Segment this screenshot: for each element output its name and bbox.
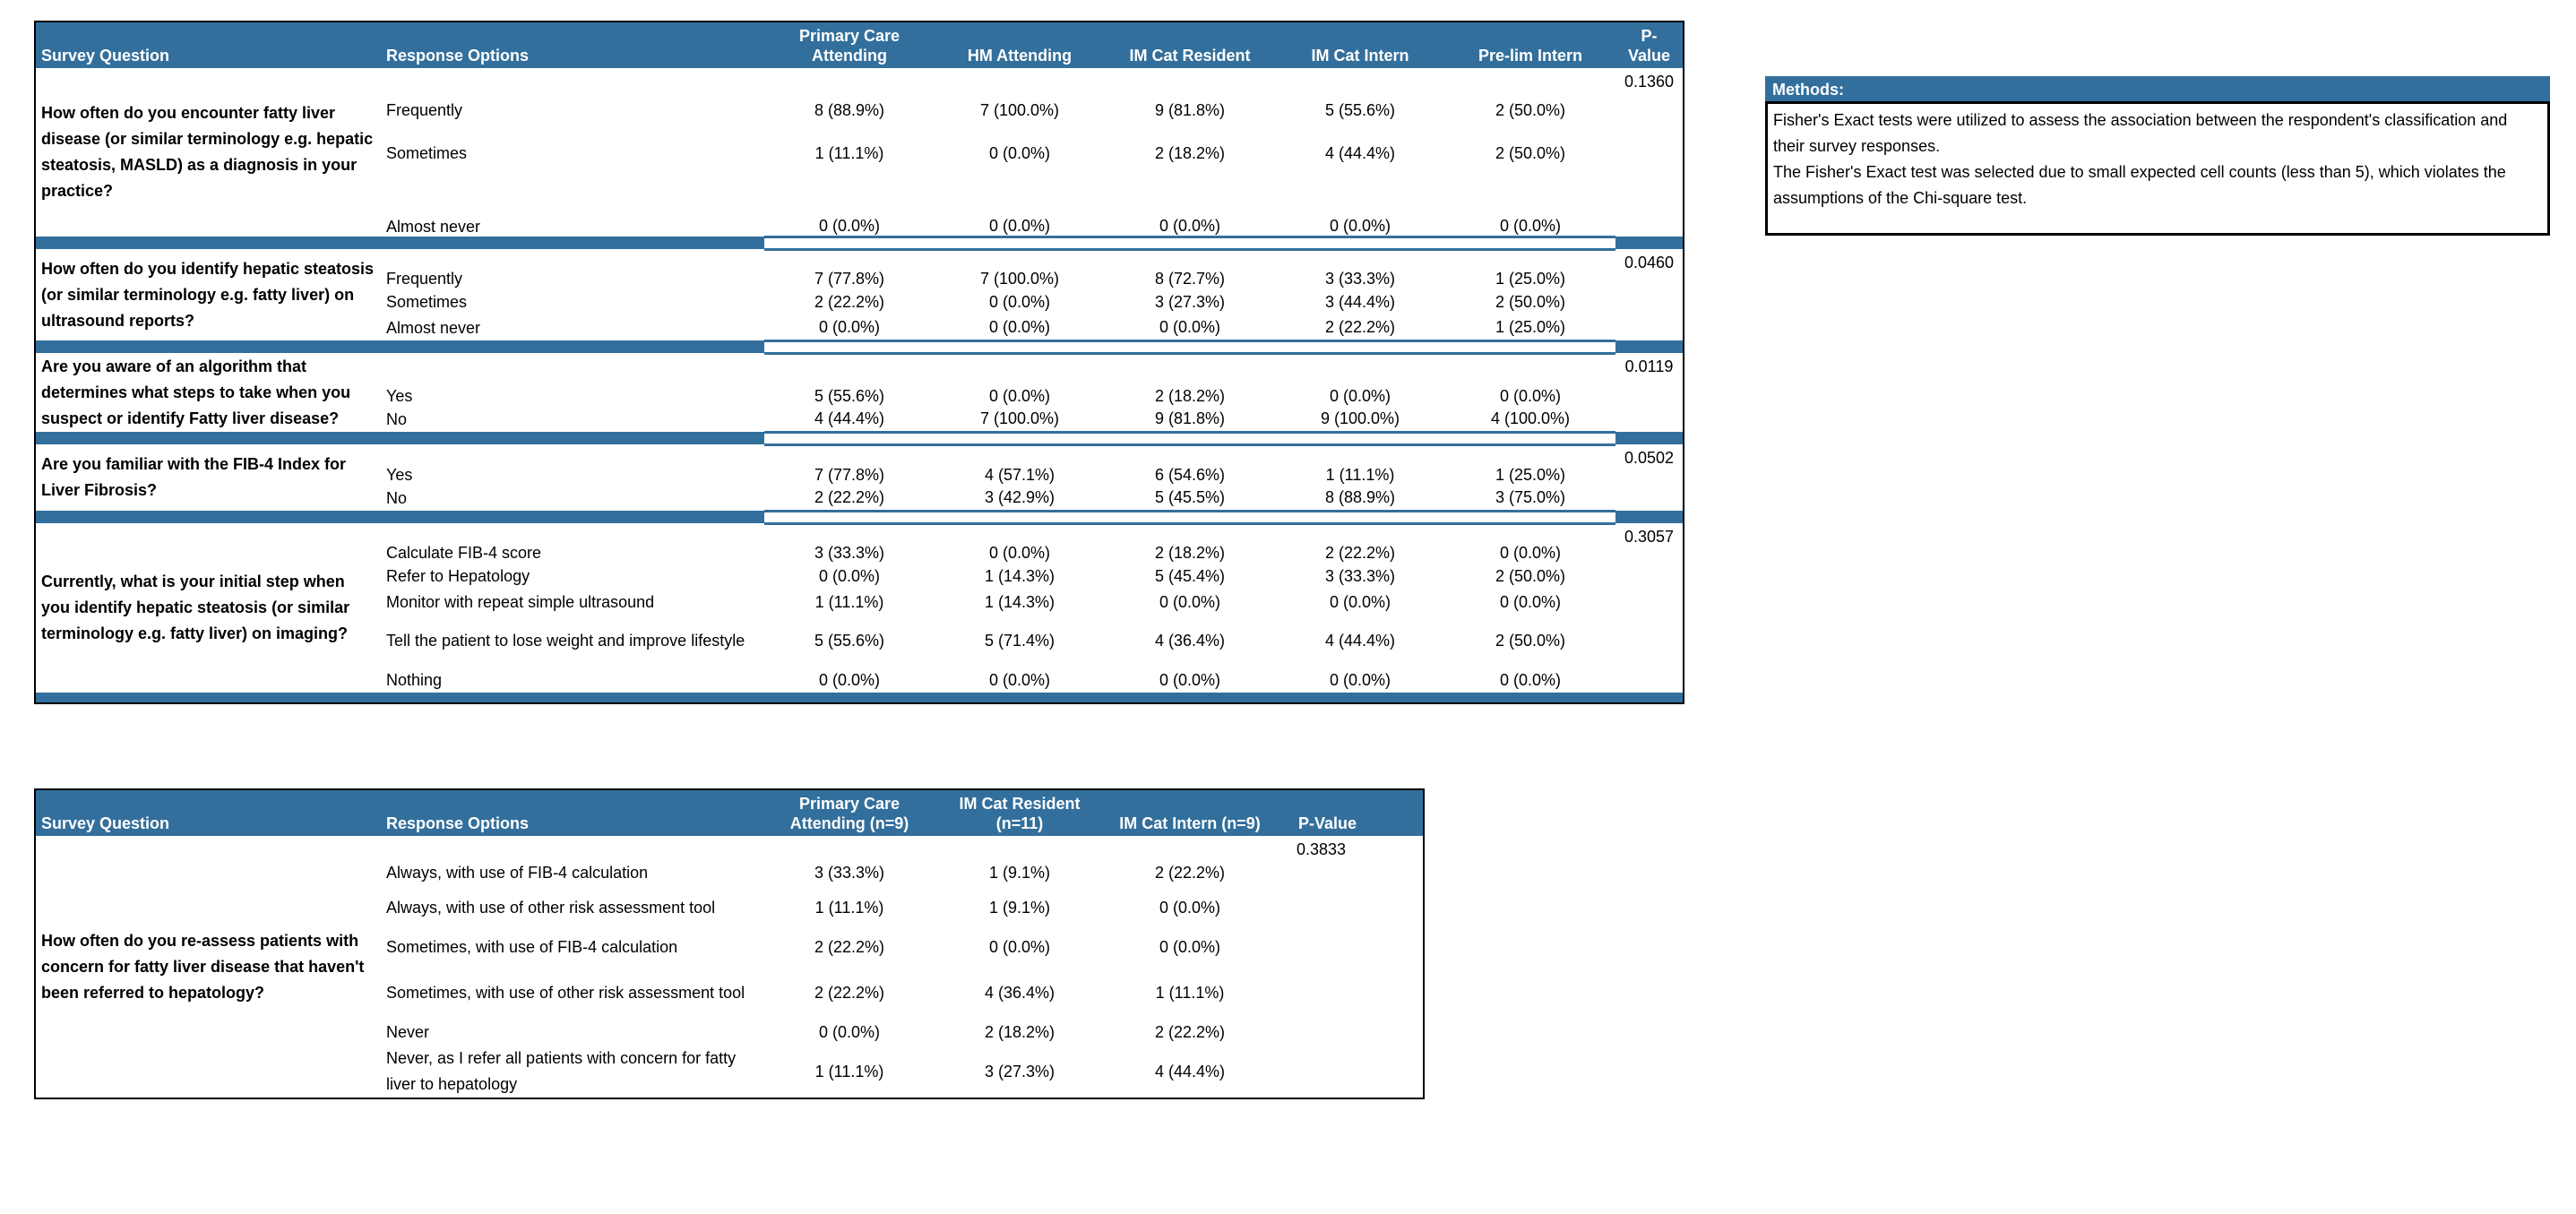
cell-value: 3 (33.3%) — [1324, 270, 1396, 288]
cell-value: 1 (14.3%) — [984, 566, 1055, 585]
survey-question: How often do you identify hepatic steatosis (or similar terminology e.g. fatty liver) on ultrasound reports? — [41, 259, 375, 330]
response-option: Always, with use of other risk assessment tool — [386, 899, 716, 917]
cell-value: 4 (100.0%) — [1490, 409, 1571, 427]
cell-value: 4 (44.4%) — [814, 409, 885, 427]
cell-value: 8 (72.7%) — [1154, 270, 1226, 288]
reassessment-table — [34, 788, 1425, 1099]
cell-value: 9 (100.0%) — [1320, 409, 1400, 427]
cell-value: 0 (0.0%) — [988, 938, 1051, 956]
cell-value: 0 (0.0%) — [988, 317, 1051, 336]
table-row — [35, 353, 1684, 406]
survey-question: Are you aware of an algorithm that determines what steps to take when you suspect or identify Fatty liver disease? — [41, 357, 351, 427]
cell-value: 0 (0.0%) — [988, 292, 1051, 311]
section-divider — [35, 237, 1684, 249]
cell-value: 2 (50.0%) — [1495, 632, 1566, 650]
survey-results-table — [34, 21, 1684, 704]
table-row — [35, 68, 1684, 120]
cell-value: 5 (55.6%) — [1324, 101, 1396, 119]
p-value: 0.1360 — [1624, 73, 1675, 90]
response-option: Sometimes, with use of other risk assessment tool — [386, 983, 745, 1002]
header-im-cat-resident — [935, 789, 1105, 836]
header-p-value: P-Value — [1615, 22, 1684, 68]
methods-title: Methods: — [1765, 76, 2550, 101]
cell-value: 0 (0.0%) — [1329, 592, 1391, 611]
cell-value: 7 (100.0%) — [979, 409, 1060, 427]
cell-value: 1 (11.1%) — [1325, 466, 1395, 484]
response-option: Always, with use of FIB-4 calculation — [386, 864, 649, 882]
cell-value: 7 (77.8%) — [814, 270, 885, 288]
cell-value: 5 (55.6%) — [814, 632, 885, 650]
table-row — [35, 249, 1684, 288]
header-im-cat-resident: IM Cat Resident — [1105, 22, 1275, 68]
header-pca-line1: Primary Care — [798, 27, 900, 45]
cell-value: 2 (50.0%) — [1495, 144, 1566, 162]
header-pca-line2: Attending (n=9) — [789, 814, 909, 832]
cell-value: 2 (22.2%) — [814, 292, 885, 311]
cell-value: 0 (0.0%) — [1499, 544, 1562, 562]
cell-value: 1 (14.3%) — [984, 592, 1055, 611]
response-option: Sometimes, with use of FIB-4 calculation — [386, 938, 678, 956]
response-option: Yes — [386, 387, 413, 405]
cell-value: 0 (0.0%) — [988, 544, 1051, 562]
cell-value: 2 (22.2%) — [1154, 864, 1226, 882]
cell-value: 2 (18.2%) — [984, 1023, 1055, 1041]
header-survey-question: Survey Question — [35, 789, 381, 836]
cell-value: 1 (25.0%) — [1495, 317, 1566, 336]
section-divider — [35, 693, 1684, 703]
table-header-row — [35, 22, 1684, 68]
survey-question: How often do you re-assess patients with concern for fatty liver disease that haven't been referred to hepatology? — [41, 931, 365, 1002]
cell-value: 0 (0.0%) — [988, 387, 1051, 405]
cell-value: 2 (22.2%) — [1324, 317, 1396, 336]
cell-value: 8 (88.9%) — [1324, 487, 1396, 506]
response-option: Monitor with repeat simple ultrasound — [386, 592, 655, 611]
cell-value: 0 (0.0%) — [988, 670, 1051, 689]
cell-value: 1 (11.1%) — [1155, 984, 1225, 1002]
cell-value: 0 (0.0%) — [818, 1023, 881, 1041]
cell-value: 8 (88.9%) — [814, 101, 885, 119]
methods-body — [1765, 101, 2550, 236]
cell-value: 5 (45.5%) — [1154, 487, 1226, 506]
cell-value: 0 (0.0%) — [818, 566, 881, 585]
header-im-cat-intern: IM Cat Intern (n=9) — [1105, 789, 1275, 836]
cell-value: 9 (81.8%) — [1154, 409, 1226, 427]
cell-value: 0 (0.0%) — [1159, 216, 1221, 235]
cell-value: 0 (0.0%) — [818, 317, 881, 336]
cell-value: 0 (0.0%) — [818, 216, 881, 235]
p-value: 0.0460 — [1624, 254, 1675, 271]
cell-value: 0 (0.0%) — [1159, 592, 1221, 611]
response-option: Frequently — [386, 101, 463, 119]
cell-value: 6 (54.6%) — [1154, 466, 1226, 484]
cell-value: 1 (11.1%) — [814, 899, 884, 917]
cell-value: 4 (36.4%) — [1154, 632, 1226, 650]
response-option: Sometimes — [386, 292, 468, 311]
cell-value: 1 (11.1%) — [814, 1063, 884, 1081]
table-row — [35, 444, 1684, 485]
cell-value: 0 (0.0%) — [1159, 899, 1221, 917]
header-im-cat-intern: IM Cat Intern — [1275, 22, 1445, 68]
cell-value: 5 (45.4%) — [1154, 566, 1226, 585]
section-divider — [35, 511, 1684, 523]
p-value: 0.3833 — [1297, 840, 1347, 858]
cell-value: 7 (100.0%) — [979, 101, 1060, 119]
cell-value: 3 (27.3%) — [984, 1063, 1055, 1081]
cell-value: 4 (57.1%) — [984, 466, 1055, 484]
cell-value: 2 (22.2%) — [814, 487, 885, 506]
cell-value: 0 (0.0%) — [1159, 670, 1221, 689]
cell-value: 3 (44.4%) — [1324, 292, 1396, 311]
cell-value: 2 (18.2%) — [1154, 544, 1226, 562]
cell-value: 4 (44.4%) — [1324, 632, 1396, 650]
cell-value: 0 (0.0%) — [1159, 317, 1221, 336]
response-option: Yes — [386, 466, 413, 484]
cell-value: 2 (18.2%) — [1154, 387, 1226, 405]
cell-value: 1 (9.1%) — [988, 899, 1051, 917]
cell-value: 9 (81.8%) — [1154, 101, 1226, 119]
cell-value: 4 (44.4%) — [1324, 144, 1396, 162]
response-option: Never — [386, 1023, 430, 1041]
cell-value: 0 (0.0%) — [988, 144, 1051, 162]
section-divider — [35, 340, 1684, 353]
header-primary-care-attending — [764, 22, 935, 68]
cell-value: 0 (0.0%) — [1159, 938, 1221, 956]
cell-value: 7 (100.0%) — [979, 270, 1060, 288]
response-option: Almost never — [386, 318, 481, 337]
cell-value: 4 (36.4%) — [984, 984, 1055, 1002]
header-prelim-intern: Pre-lim Intern — [1445, 22, 1615, 68]
cell-value: 0 (0.0%) — [988, 216, 1051, 235]
cell-value: 3 (75.0%) — [1495, 487, 1566, 506]
response-option: Nothing — [386, 670, 443, 689]
cell-value: 1 (11.1%) — [814, 144, 884, 162]
cell-value: 1 (25.0%) — [1495, 270, 1566, 288]
cell-value: 3 (42.9%) — [984, 487, 1055, 506]
response-option: Sometimes — [386, 144, 468, 162]
header-pca-line1: Primary Care — [798, 795, 900, 813]
cell-value: 1 (25.0%) — [1495, 466, 1566, 484]
cell-value: 3 (33.3%) — [814, 544, 885, 562]
section-divider — [35, 432, 1684, 444]
cell-value: 3 (27.3%) — [1154, 292, 1226, 311]
header-primary-care-attending — [764, 789, 935, 836]
cell-value: 2 (22.2%) — [1154, 1023, 1226, 1041]
cell-value: 0 (0.0%) — [818, 670, 881, 689]
cell-value: 0 (0.0%) — [1499, 216, 1562, 235]
cell-value: 0 (0.0%) — [1329, 670, 1391, 689]
response-option: No — [386, 488, 408, 507]
header-p-value: P-Value — [1275, 789, 1424, 836]
table-row — [35, 836, 1424, 888]
header-pca-line2: Attending — [812, 47, 887, 65]
cell-value: 3 (33.3%) — [814, 864, 885, 882]
response-option: Never, as I refer all patients with concern for fatty liver to hepatology — [386, 1049, 737, 1093]
response-option: Calculate FIB-4 score — [386, 544, 542, 562]
response-option: No — [386, 409, 408, 428]
cell-value: 5 (55.6%) — [814, 387, 885, 405]
cell-value: 2 (50.0%) — [1495, 566, 1566, 585]
cell-value: 0 (0.0%) — [1499, 387, 1562, 405]
response-option: Refer to Hepatology — [386, 566, 530, 585]
header-hm-attending: HM Attending — [935, 22, 1105, 68]
response-option: Frequently — [386, 270, 463, 288]
cell-value: 0 (0.0%) — [1499, 592, 1562, 611]
cell-value: 1 (11.1%) — [814, 592, 884, 611]
response-option: Almost never — [386, 218, 481, 236]
cell-value: 7 (77.8%) — [814, 466, 885, 484]
p-value: 0.3057 — [1624, 528, 1675, 546]
response-option: Tell the patient to lose weight and improve lifestyle — [386, 631, 745, 650]
cell-value: 2 (22.2%) — [814, 938, 885, 956]
table-row — [35, 523, 1684, 563]
header-imr-line1: IM Cat Resident — [959, 795, 1081, 813]
cell-value: 0 (0.0%) — [1499, 670, 1562, 689]
methods-line-2: The Fisher's Exact test was selected due to small expected cell counts (less than 5), which violates the assumptions of the Chi-square test. — [1773, 163, 2506, 207]
header-survey-question: Survey Question — [35, 22, 381, 68]
cell-value: 2 (50.0%) — [1495, 292, 1566, 311]
methods-line-1: Fisher's Exact tests were utilized to assess the association between the respondent's classification and their survey responses. — [1773, 111, 2508, 155]
table-header-row — [35, 789, 1424, 836]
header-imr-line2: (n=11) — [995, 814, 1044, 832]
survey-question: Currently, what is your initial step when you identify hepatic steatosis (or similar terminology e.g. fatty liver) on imaging? — [41, 573, 350, 642]
header-response-options: Response Options — [381, 789, 764, 836]
cell-value: 4 (44.4%) — [1154, 1063, 1226, 1081]
p-value: 0.0119 — [1624, 357, 1674, 375]
methods-box — [1765, 76, 2550, 236]
survey-question: How often do you encounter fatty liver disease (or similar terminology e.g. hepatic steatosis, MASLD) as a diagnosis in your practice? — [41, 104, 374, 200]
cell-value: 2 (22.2%) — [814, 984, 885, 1002]
cell-value: 3 (33.3%) — [1324, 566, 1396, 585]
cell-value: 0 (0.0%) — [1329, 216, 1391, 235]
cell-value: 5 (71.4%) — [984, 632, 1055, 650]
cell-value: 2 (22.2%) — [1324, 544, 1396, 562]
header-response-options: Response Options — [381, 22, 764, 68]
cell-value: 2 (18.2%) — [1154, 144, 1226, 162]
cell-value: 2 (50.0%) — [1495, 101, 1566, 119]
cell-value: 1 (9.1%) — [988, 864, 1051, 882]
p-value: 0.0502 — [1624, 449, 1675, 467]
cell-value: 0 (0.0%) — [1329, 387, 1391, 405]
survey-question: Are you familiar with the FIB-4 Index for Liver Fibrosis? — [41, 455, 347, 499]
